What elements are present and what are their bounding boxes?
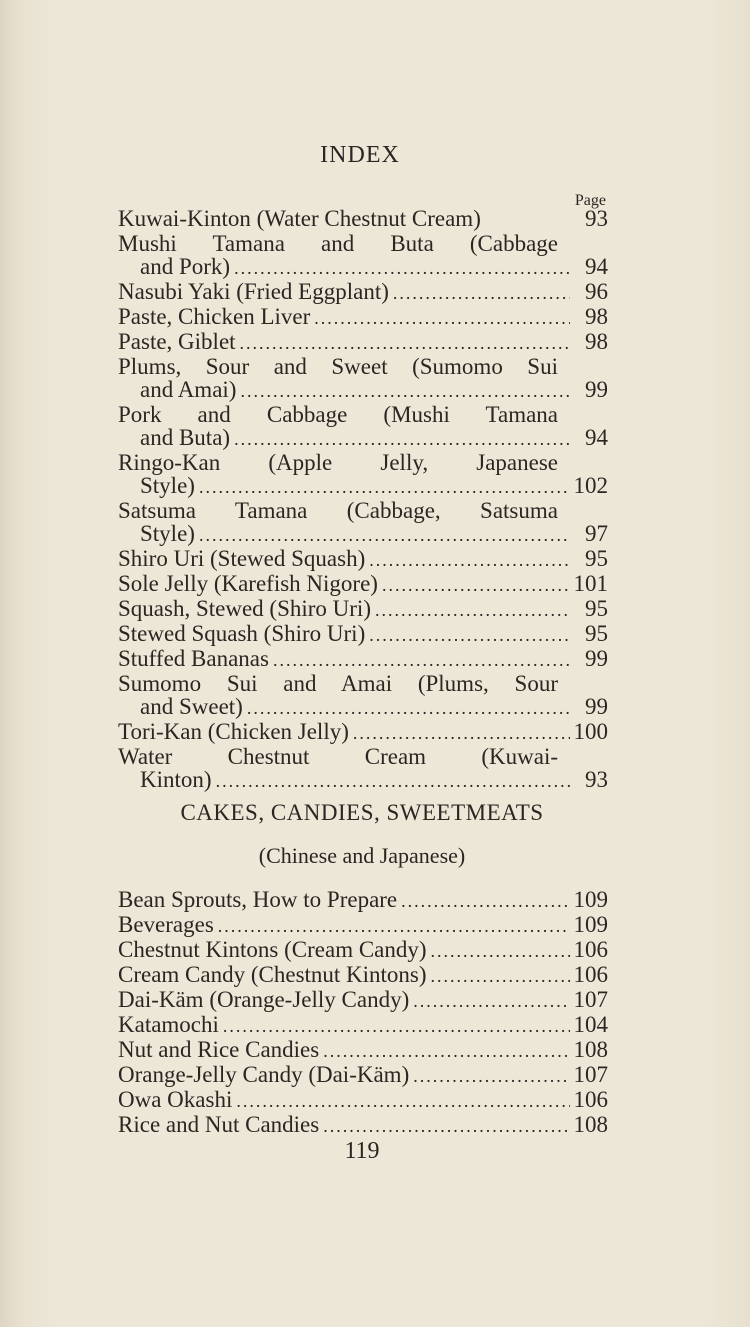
index-entry (118, 547, 608, 572)
dot-leader (223, 1015, 570, 1038)
entry-label: Stewed Squash (Shiro Uri) (118, 621, 366, 646)
dot-leader (199, 476, 570, 499)
dot-leader (382, 574, 570, 597)
entry-page: 108 (573, 1112, 608, 1137)
entry-label: Pork and Cabbage (Mushi Tamana (118, 402, 558, 427)
dot-leader (375, 599, 570, 622)
index-entry (118, 572, 608, 597)
entry-label: Owa Okashi (118, 1087, 233, 1112)
entry-label-continued: and Sweet) (140, 694, 243, 719)
entry-label: Water Chestnut Cream (Kuwai- (118, 744, 558, 769)
entry-label: Plums, Sour and Sweet (Sumomo Sui (118, 354, 558, 379)
entry-page: 99 (585, 694, 608, 719)
entry-label: Paste, Chicken Liver (118, 304, 311, 329)
index-entry (118, 647, 608, 672)
index-entry (118, 1063, 608, 1088)
entry-page: 104 (573, 1012, 608, 1037)
index-entry (118, 888, 608, 913)
index-entry (118, 1088, 608, 1113)
entry-label: Orange-Jelly Candy (Dai-Käm) (118, 1062, 410, 1087)
index-entry (118, 330, 608, 355)
dot-leader (323, 1115, 569, 1138)
entry-page: 98 (585, 329, 608, 354)
entry-label-continued: and Pork) (140, 254, 231, 279)
entry-label: Nasubi Yaki (Fried Eggplant) (118, 279, 389, 304)
entry-page: 106 (573, 1087, 608, 1112)
entry-label: Mushi Tamana and Buta (Cabbage (118, 231, 558, 256)
entry-label: Paste, Giblet (118, 329, 236, 354)
entry-page: 106 (573, 937, 608, 962)
dot-leader (234, 428, 570, 451)
entry-page: 109 (573, 887, 608, 912)
section-index-list (118, 888, 608, 1138)
index-entry (118, 745, 608, 793)
index-title: INDEX (320, 142, 400, 168)
index-list (118, 207, 608, 793)
index-entry (118, 1013, 608, 1038)
entry-page: 93 (585, 767, 608, 792)
entry-label: Sole Jelly (Karefish Nigore) (118, 571, 378, 596)
entry-page: 108 (573, 1037, 608, 1062)
index-entry (118, 207, 608, 232)
entry-label: Chestnut Kintons (Cream Candy) (118, 937, 427, 962)
section-subheading: (Chinese and Japanese) (258, 843, 466, 868)
dot-leader (393, 282, 570, 305)
index-entry (118, 499, 608, 547)
dot-leader (236, 1090, 569, 1113)
dot-leader (247, 697, 570, 720)
entry-label-continued: Style) (140, 473, 195, 498)
entry-label: Squash, Stewed (Shiro Uri) (118, 596, 371, 621)
index-entry (118, 988, 608, 1013)
entry-label-continued: and Amai) (140, 377, 237, 402)
entry-label: Stuffed Bananas (118, 646, 269, 671)
dot-leader (314, 307, 570, 330)
dot-leader (218, 915, 570, 938)
entry-page: 93 (585, 206, 608, 231)
entry-label: Nut and Rice Candies (118, 1037, 320, 1062)
entry-label: Shiro Uri (Stewed Squash) (118, 546, 366, 571)
entry-page: 100 (573, 719, 608, 744)
dot-leader (413, 1065, 569, 1088)
index-entry (118, 622, 608, 647)
entry-page: 102 (573, 473, 608, 498)
dot-leader (199, 524, 570, 547)
entry-page: 97 (585, 521, 608, 546)
index-entry (118, 280, 608, 305)
index-entry (118, 938, 608, 963)
entry-label: Bean Sprouts, How to Prepare (118, 887, 398, 912)
index-entry (118, 355, 608, 403)
entry-label: Tori-Kan (Chicken Jelly) (118, 719, 349, 744)
page-number: 119 (344, 1138, 380, 1164)
entry-page: 109 (573, 912, 608, 937)
dot-leader (240, 380, 570, 403)
index-entry (118, 403, 608, 451)
entry-label: Rice and Nut Candies (118, 1112, 320, 1137)
entry-page: 107 (573, 1062, 608, 1087)
entry-page: 95 (585, 596, 608, 621)
entry-page: 107 (573, 987, 608, 1012)
entry-label-continued: Kinton) (140, 767, 212, 792)
entry-page: 94 (585, 425, 608, 450)
entry-page: 106 (573, 962, 608, 987)
entry-label: Kuwai-Kinton (Water Chestnut Cream) (118, 206, 481, 231)
dot-leader (431, 940, 570, 963)
dot-leader (369, 549, 570, 572)
section-heading: CAKES, CANDIES, SWEETMEATS (180, 800, 544, 825)
entry-page: 95 (585, 546, 608, 571)
entry-label: Dai-Käm (Orange-Jelly Candy) (118, 987, 410, 1012)
entry-label: Ringo-Kan (Apple Jelly, Japanese (118, 450, 558, 475)
entry-label: Katamochi (118, 1012, 219, 1037)
entry-label-continued: Style) (140, 521, 195, 546)
index-entry (118, 451, 608, 499)
entry-label: Cream Candy (Chestnut Kintons) (118, 962, 427, 987)
index-entry (118, 305, 608, 330)
dot-leader (369, 624, 570, 647)
index-entry (118, 1113, 608, 1138)
entry-page: 96 (585, 279, 608, 304)
entry-page: 99 (585, 377, 608, 402)
dot-leader (240, 332, 570, 355)
dot-leader (413, 990, 569, 1013)
dot-leader (234, 257, 570, 280)
dot-leader (401, 890, 569, 913)
dot-leader (216, 770, 570, 793)
entry-label-continued: and Buta) (140, 425, 231, 450)
index-entry (118, 597, 608, 622)
entry-label: Beverages (118, 912, 214, 937)
index-entry (118, 913, 608, 938)
entry-label: Sumomo Sui and Amai (Plums, Sour (118, 671, 558, 696)
entry-page: 101 (573, 571, 608, 596)
entry-page: 94 (585, 254, 608, 279)
dot-leader (323, 1040, 569, 1063)
page-column-label: Page (574, 192, 606, 209)
index-entry (118, 1038, 608, 1063)
entry-label: Satsuma Tamana (Cabbage, Satsuma (118, 498, 558, 523)
entry-page: 99 (585, 646, 608, 671)
dot-leader (431, 965, 570, 988)
entry-page: 98 (585, 304, 608, 329)
dot-leader (353, 722, 570, 745)
index-entry (118, 720, 608, 745)
index-entry (118, 232, 608, 280)
index-entry (118, 672, 608, 720)
index-entry (118, 963, 608, 988)
dot-leader (273, 649, 570, 672)
entry-page: 95 (585, 621, 608, 646)
